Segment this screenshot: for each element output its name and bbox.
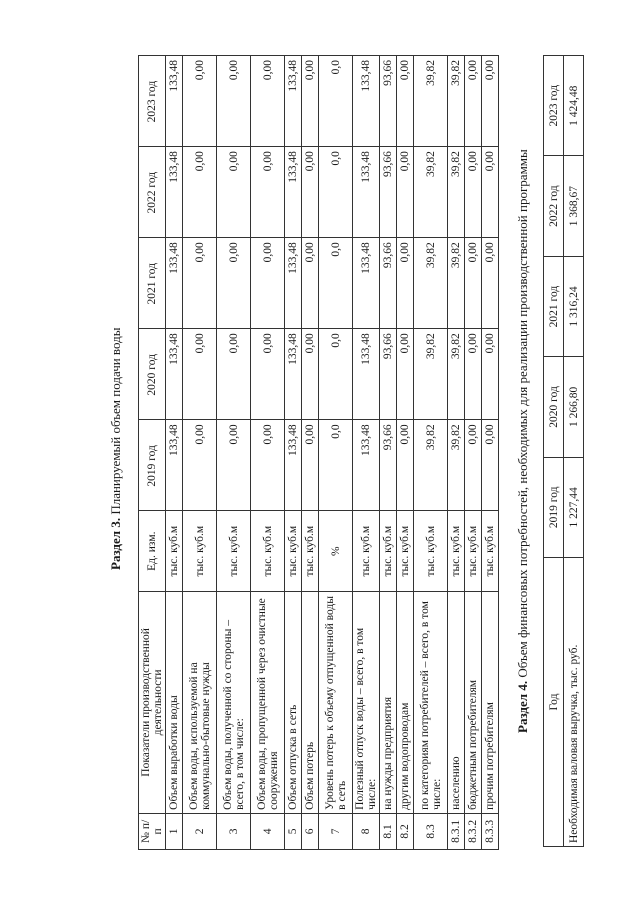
table-row [302, 56, 319, 850]
row-indicator: населению [448, 591, 465, 813]
row-value: 0,0 [319, 329, 353, 420]
table-row [183, 56, 217, 850]
revenue-value: 1 424,48 [564, 56, 584, 156]
water-supply-table-body [139, 56, 499, 850]
section3-title-bold: Раздел 3. [108, 517, 123, 570]
header-year: 2023 год [139, 56, 166, 147]
header-unit: Ед. изм. [139, 511, 166, 592]
row-value: 0,00 [397, 147, 414, 238]
row-value: 0,00 [217, 147, 251, 238]
row-unit: тыс. куб.м [183, 511, 217, 592]
row-unit: тыс. куб.м [482, 511, 499, 592]
row-number: 8.3.1 [448, 813, 465, 849]
table-row [251, 56, 285, 850]
row-value: 0,00 [397, 238, 414, 329]
header-num: № п/п [139, 813, 166, 849]
row-unit: тыс. куб.м [251, 511, 285, 592]
row-value: 0,00 [183, 329, 217, 420]
water-supply-table [138, 55, 499, 850]
row-value: 133,48 [166, 420, 183, 511]
header-year: 2023 год [544, 56, 564, 156]
table-row [217, 56, 251, 850]
row-value: 0,00 [302, 329, 319, 420]
row-value: 0,0 [319, 420, 353, 511]
row-indicator: другим водопроводам [397, 591, 414, 813]
row-value: 0,00 [465, 329, 482, 420]
row-number: 8.2 [397, 813, 414, 849]
row-indicator: Объем воды, пропущенной через очистные сооружения [251, 591, 285, 813]
row-number: 7 [319, 813, 353, 849]
row-value: 0,00 [183, 56, 217, 147]
row-number: 8.3.2 [465, 813, 482, 849]
row-unit: тыс. куб.м [414, 511, 448, 592]
row-value: 93,66 [380, 56, 397, 147]
row-value: 0,00 [465, 238, 482, 329]
row-unit: тыс. куб.м [380, 511, 397, 592]
row-unit: тыс. куб.м [166, 511, 183, 592]
row-value: 133,48 [353, 420, 380, 511]
row-value: 39,82 [448, 147, 465, 238]
header-year: 2019 год [544, 457, 564, 557]
header-year: 2021 год [139, 238, 166, 329]
row-number: 1 [166, 813, 183, 849]
row-indicator: Объем воды, используемой на коммунально-бытовые нужды [183, 591, 217, 813]
row-value: 0,00 [251, 56, 285, 147]
header-year-label: Год [544, 558, 564, 847]
row-value: 0,00 [217, 238, 251, 329]
header-year: 2021 год [544, 256, 564, 356]
table-row [482, 56, 499, 850]
table-row [285, 56, 302, 850]
section3-title-text: Планируемый объем подачи воды [108, 327, 123, 518]
table-row [353, 56, 380, 850]
row-value: 0,00 [217, 420, 251, 511]
row-indicator: Объем воды, полученной со стороны – всего, в том числе: [217, 591, 251, 813]
row-value: 133,48 [285, 329, 302, 420]
header-name: Показатели производственной деятельности [139, 591, 166, 813]
row-value: 0,00 [465, 56, 482, 147]
section4-title-bold: Раздел 4. [515, 680, 530, 733]
row-unit: тыс. куб.м [217, 511, 251, 592]
row-value: 0,0 [319, 238, 353, 329]
row-value: 0,00 [482, 238, 499, 329]
row-value: 0,00 [217, 56, 251, 147]
row-indicator: Уровень потерь к объему отпущенной воды в сеть [319, 591, 353, 813]
row-value: 0,00 [397, 56, 414, 147]
row-value: 0,00 [397, 329, 414, 420]
row-value: 39,82 [414, 329, 448, 420]
row-unit: % [319, 511, 353, 592]
row-value: 39,82 [414, 147, 448, 238]
row-value: 0,00 [302, 238, 319, 329]
header-year: 2020 год [544, 357, 564, 457]
header-year: 2019 год [139, 420, 166, 511]
row-value: 0,00 [482, 329, 499, 420]
row-value: 0,00 [397, 420, 414, 511]
row-value: 0,00 [251, 329, 285, 420]
row-value: 0,00 [183, 238, 217, 329]
row-number: 4 [251, 813, 285, 849]
table-row [319, 56, 353, 850]
financial-needs-table [543, 55, 584, 847]
row-number: 8 [353, 813, 380, 849]
row-value: 133,48 [353, 56, 380, 147]
row-value: 0,00 [302, 56, 319, 147]
row-value: 0,00 [482, 420, 499, 511]
table-row [166, 56, 183, 850]
row-number: 8.1 [380, 813, 397, 849]
section4-title [515, 149, 531, 733]
row-value: 39,82 [414, 420, 448, 511]
row-indicator: на нужды предприятия [380, 591, 397, 813]
row-value: 39,82 [414, 56, 448, 147]
row-value: 133,48 [285, 420, 302, 511]
row-value: 0,00 [482, 56, 499, 147]
row-unit: тыс. куб.м [465, 511, 482, 592]
row-value: 133,48 [285, 238, 302, 329]
row-value: 39,82 [448, 329, 465, 420]
table-row [380, 56, 397, 850]
row-value: 0,00 [251, 420, 285, 511]
row-value: 0,00 [465, 147, 482, 238]
table-row [448, 56, 465, 850]
table-row [465, 56, 482, 850]
row-value: 133,48 [166, 147, 183, 238]
header-year: 2022 год [139, 147, 166, 238]
row-number: 8.3.3 [482, 813, 499, 849]
row-indicator: Объем выработки воды [166, 591, 183, 813]
table-row [397, 56, 414, 850]
row-value: 133,48 [353, 238, 380, 329]
row-value: 0,00 [482, 147, 499, 238]
header-year: 2022 год [544, 156, 564, 256]
row-indicator: Объем потерь [302, 591, 319, 813]
table-row [564, 56, 584, 847]
row-number: 5 [285, 813, 302, 849]
header-year: 2020 год [139, 329, 166, 420]
row-unit: тыс. куб.м [353, 511, 380, 592]
table-row [414, 56, 448, 850]
row-unit: тыс. куб.м [302, 511, 319, 592]
row-value: 93,66 [380, 147, 397, 238]
row-value: 133,48 [353, 329, 380, 420]
row-number: 2 [183, 813, 217, 849]
row-value: 39,82 [414, 238, 448, 329]
row-value: 0,00 [183, 147, 217, 238]
revenue-value: 1 227,44 [564, 457, 584, 557]
row-value: 133,48 [166, 56, 183, 147]
section4-title-text: Объем финансовых потребностей, необходимых для реализации производственной программы [515, 149, 530, 681]
row-indicator: Объем отпуска в сеть [285, 591, 302, 813]
row-indicator: Полезный отпуск воды – всего, в том числе: [353, 591, 380, 813]
row-value: 39,82 [448, 420, 465, 511]
row-value: 93,66 [380, 329, 397, 420]
row-number: 6 [302, 813, 319, 849]
row-unit: тыс. куб.м [285, 511, 302, 592]
table-header-row [544, 56, 564, 847]
row-value: 0,00 [251, 147, 285, 238]
row-value: 0,00 [251, 238, 285, 329]
row-value: 39,82 [448, 238, 465, 329]
row-value: 0,00 [302, 420, 319, 511]
row-value: 0,0 [319, 147, 353, 238]
revenue-value: 1 368,67 [564, 156, 584, 256]
row-value: 0,00 [183, 420, 217, 511]
row-number: 8.3 [414, 813, 448, 849]
row-value: 133,48 [285, 147, 302, 238]
row-value: 133,48 [353, 147, 380, 238]
row-unit: тыс. куб.м [397, 511, 414, 592]
revenue-value: 1 266,80 [564, 357, 584, 457]
row-value: 0,00 [465, 420, 482, 511]
row-value: 93,66 [380, 420, 397, 511]
row-value: 0,0 [319, 56, 353, 147]
row-value: 93,66 [380, 238, 397, 329]
row-value: 133,48 [166, 238, 183, 329]
section3-title [108, 328, 124, 570]
row-indicator: бюджетным потребителям [465, 591, 482, 813]
row-value: 133,48 [166, 329, 183, 420]
row-value: 0,00 [302, 147, 319, 238]
row-value: 133,48 [285, 56, 302, 147]
row-value: 0,00 [217, 329, 251, 420]
revenue-label: Необходимая валовая выручка, тыс. руб. [564, 558, 584, 847]
revenue-value: 1 316,24 [564, 256, 584, 356]
row-indicator: прочим потребителям [482, 591, 499, 813]
row-number: 3 [217, 813, 251, 849]
row-indicator: по категориям потребителей – всего, в том числе: [414, 591, 448, 813]
row-value: 39,82 [448, 56, 465, 147]
row-unit: тыс. куб.м [448, 511, 465, 592]
table-header-row [139, 56, 166, 850]
